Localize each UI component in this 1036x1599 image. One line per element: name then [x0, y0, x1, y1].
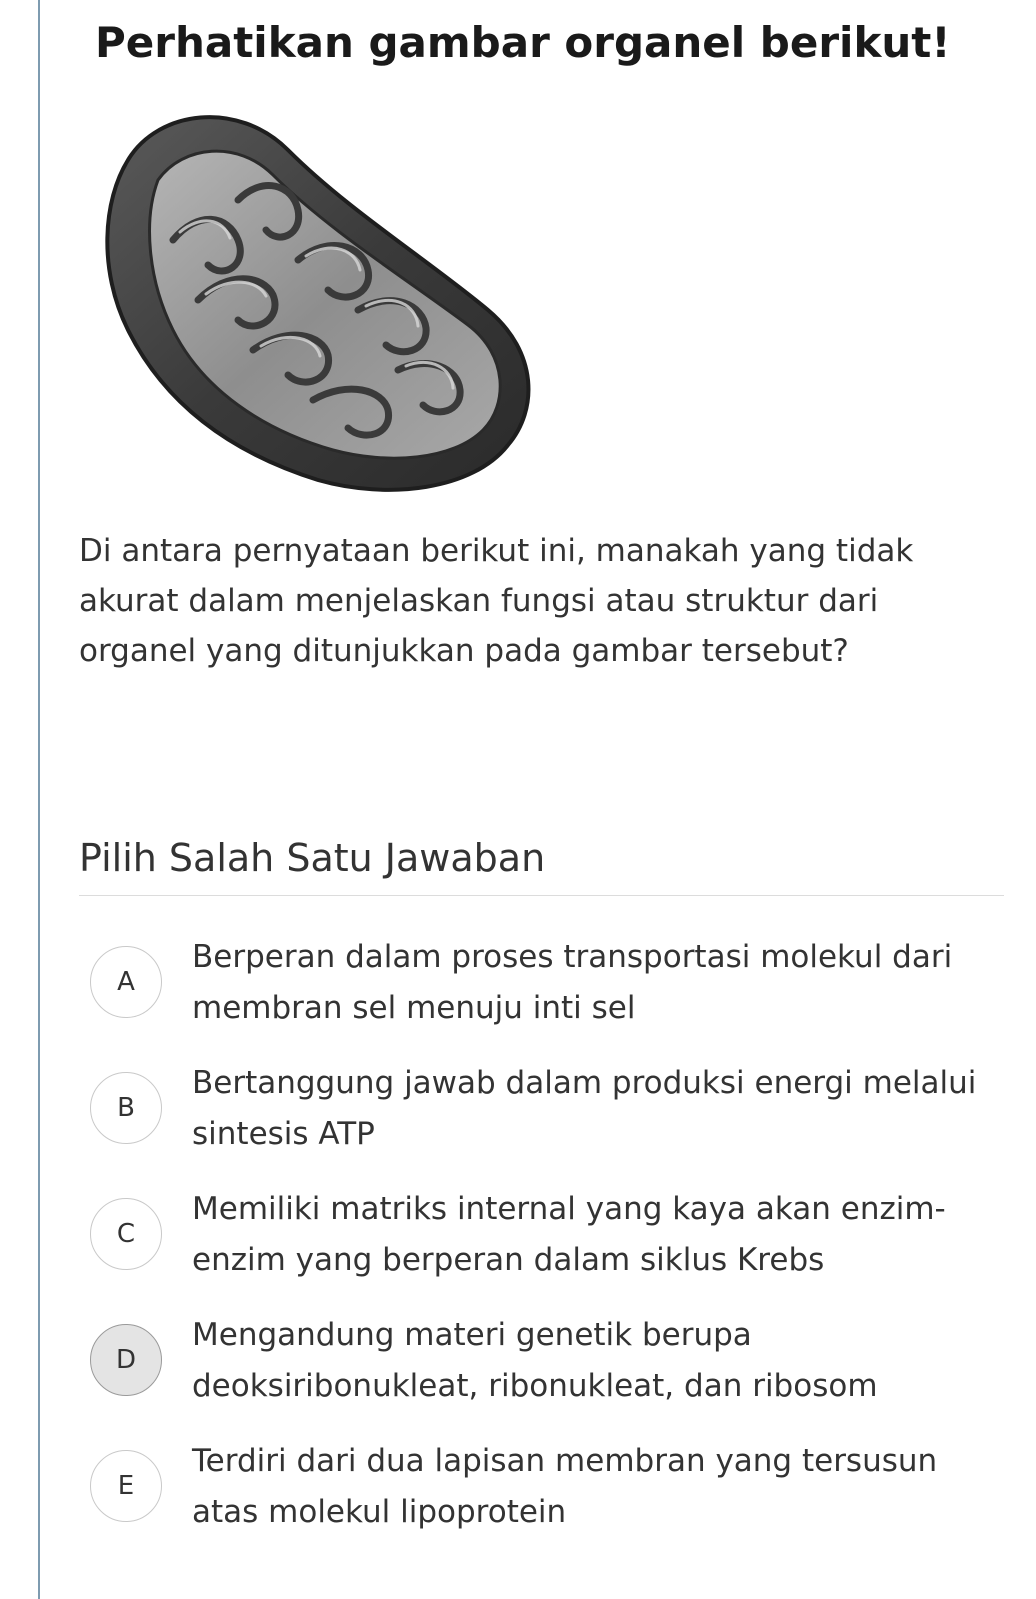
answer-option-d[interactable]: [90, 1317, 1000, 1434]
option-c-radio[interactable]: C: [90, 1198, 162, 1270]
answer-option-b[interactable]: [90, 1065, 1000, 1182]
question-title: Perhatikan gambar organel berikut!: [95, 18, 951, 67]
left-border-rule: [38, 0, 40, 1599]
option-d-radio[interactable]: D: [90, 1324, 162, 1396]
option-e-radio[interactable]: E: [90, 1450, 162, 1522]
option-d-text: Mengandung materi genetik berupa deoksiribonukleat, ribonukleat, dan ribosom: [192, 1317, 878, 1404]
answer-option-e[interactable]: [90, 1443, 1000, 1560]
option-b-radio[interactable]: B: [90, 1072, 162, 1144]
mitochondria-illustration: [88, 90, 558, 510]
option-c-text: Memiliki matriks internal yang kaya akan enzim-enzim yang berperan dalam siklus Krebs: [192, 1191, 946, 1278]
question-text: Di antara pernyataan berikut ini, manakah yang tidak akurat dalam menjelaskan fungsi atau struktur dari organel yang ditunjukkan pada gambar tersebut?: [79, 533, 914, 669]
option-b-text: Bertanggung jawab dalam produksi energi melalui sintesis ATP: [192, 1065, 977, 1152]
answer-option-c[interactable]: [90, 1191, 1000, 1308]
section-divider: [79, 895, 1004, 896]
option-a-radio[interactable]: A: [90, 946, 162, 1018]
option-e-text: Terdiri dari dua lapisan membran yang tersusun atas molekul lipoprotein: [192, 1443, 938, 1530]
answer-option-a[interactable]: [90, 939, 1000, 1056]
answer-section-label: Pilih Salah Satu Jawaban: [79, 836, 546, 880]
option-a-text: Berperan dalam proses transportasi molekul dari membran sel menuju inti sel: [192, 939, 953, 1026]
